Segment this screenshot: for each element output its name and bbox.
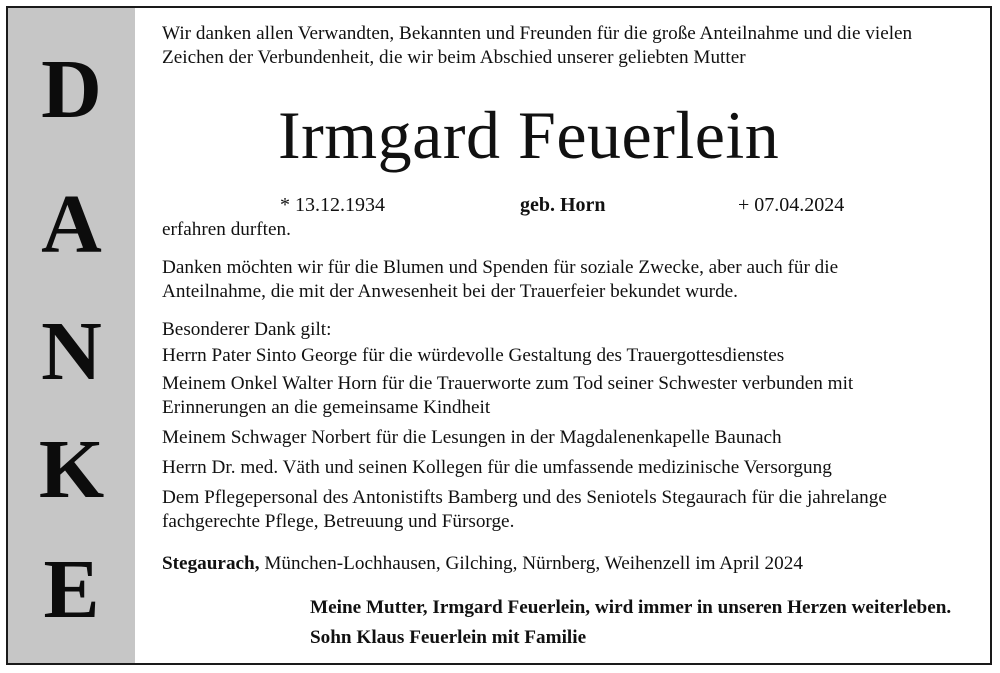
intro-end-line: erfahren durften. (162, 219, 291, 240)
place-date-line (162, 552, 803, 576)
death-date: + 07.04.2024 (738, 194, 845, 216)
special-heading: Besonderer Dank gilt: (162, 319, 332, 340)
thanks-line-2: Anteilnahme, die mit der Anwesenheit bei der Trauerfeier bekundet wurde. (162, 281, 738, 302)
danke-sidebar (8, 8, 135, 663)
place-others: München-Lochhausen, Gilching, Nürnberg, Weihenzell im April 2024 (259, 553, 803, 574)
special-item-cont: Erinnerungen an die gemeinsame Kindheit (162, 397, 491, 418)
special-item: Meinem Schwager Norbert für die Lesungen in der Magdalenenkapelle Baunach (162, 427, 782, 448)
deceased-name: Irmgard Feuerlein (278, 97, 780, 173)
closing-signature: Sohn Klaus Feuerlein mit Familie (310, 627, 587, 648)
birth-date: * 13.12.1934 (280, 194, 385, 216)
special-item: Herrn Dr. med. Väth und seinen Kollegen für die umfassende medizinische Versorgung (162, 457, 832, 478)
intro-text (162, 22, 982, 70)
maiden-name: geb. Horn (520, 194, 606, 216)
danke-letter-n: N (41, 305, 102, 398)
thanks-line-1: Danken möchten wir für die Blumen und Spenden für soziale Zwecke, aber auch für die (162, 257, 839, 278)
special-thanks (162, 318, 887, 534)
closing-line-1: Meine Mutter, Irmgard Feuerlein, wird immer in unseren Herzen weiterleben. (310, 597, 952, 618)
special-item: Dem Pflegepersonal des Antonistifts Bamberg und des Seniotels Stegaurach für die jahrelange (162, 487, 887, 508)
thanks-paragraph (162, 256, 838, 304)
danke-letter-e: E (43, 543, 100, 636)
special-item: Meinem Onkel Walter Horn für die Trauerworte zum Tod seiner Schwester verbunden mit (162, 373, 854, 394)
intro-ending (162, 218, 291, 242)
danke-letter-a: A (41, 178, 102, 271)
intro-line-2: Zeichen der Verbundenheit, die wir beim Abschied unserer geliebten Mutter (162, 47, 746, 68)
special-item-cont: fachgerechte Pflege, Betreuung und Fürsorge. (162, 511, 515, 532)
danke-letter-k: K (38, 423, 105, 516)
danke-letter-d: D (41, 43, 102, 136)
place-primary: Stegaurach, (162, 553, 260, 574)
special-item: Herrn Pater Sinto George für die würdevolle Gestaltung des Trauergottesdienstes (162, 345, 785, 366)
intro-line-1: Wir danken allen Verwandten, Bekannten und Freunden für die große Anteilnahme und die vielen (162, 23, 913, 44)
obituary-notice (6, 6, 992, 665)
